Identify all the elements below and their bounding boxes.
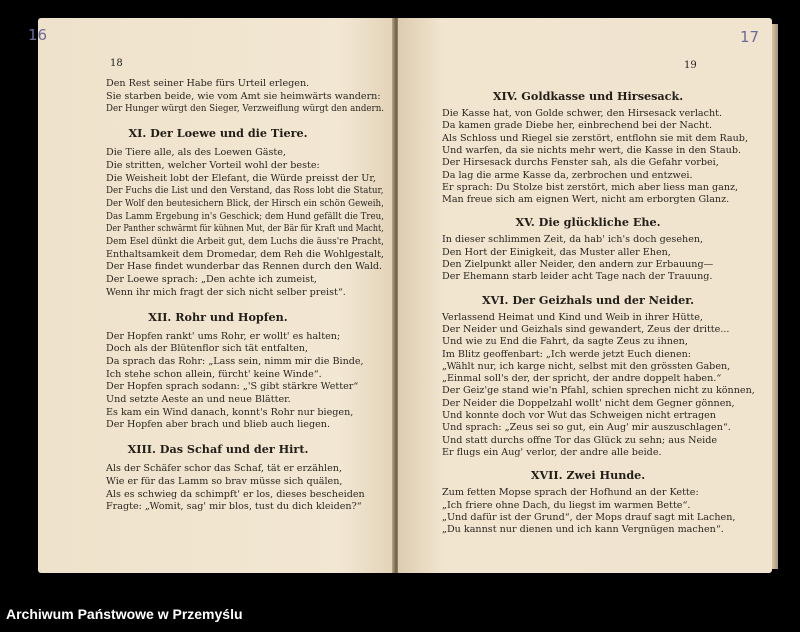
poem-line: Der Hase findet wunderbar das Rennen durch den Wald. (106, 261, 383, 273)
poem-line: Der Wolf den beutesichern Blick, der Hirsch ein schön Geweih, (106, 197, 384, 209)
poem-line: Man freue sich am eignen Wert, nicht am erborgten Glanz. (442, 194, 730, 206)
poem-line: Zum fetten Mopse sprach der Hofhund an der Kette: (442, 487, 699, 499)
poem-line: Da kamen grade Diebe her, einbrechend bei der Nacht. (442, 120, 712, 132)
poem-line: Enthaltsamkeit dem Dromedar, dem Reh die Wohlgestalt, (106, 248, 384, 260)
left-page (28, 18, 394, 573)
poem-title: XVI. Der Geizhals und der Neider. (481, 292, 695, 307)
poem-line: Fragte: „Womit, sag' mir blos, tust du dich kleiden?“ (106, 501, 362, 513)
poem-line: Der Neider und Geizhals sind gewandert, Zeus der dritte... (442, 323, 730, 335)
poem-line: Der Hirsesack durchs Fenster sah, als die Gefahr vorbei, (442, 157, 719, 169)
page-number-right: 19 (684, 60, 697, 71)
poem-line: Und konnte doch vor Wut das Schweigen nicht ertragen (442, 410, 716, 421)
poem-line: Und sprach: „Zeus sei so gut, ein Aug' mir auszuschlagen“. (442, 422, 731, 434)
poem-line: In dieser schlimmen Zeit, da hab' ich's doch gesehen, (442, 234, 704, 246)
archive-number-left: 16 (28, 26, 48, 44)
poem-title: XVII. Zwei Hunde. (530, 468, 646, 483)
poem-line: Den Rest seiner Habe fürs Urteil erlegen. (106, 78, 310, 89)
poem-line: Als Schloss und Riegel sie zerstört, entflohn sie mit dem Raub, (442, 132, 749, 144)
poem-title: XII. Rohr und Hopfen. (148, 309, 288, 324)
poem-line: Die Kasse hat, von Golde schwer, den Hirsesack verlacht. (442, 108, 723, 119)
poem-line: Und wie zu End die Fahrt, da sagte Zeus zu ihnen, (442, 336, 688, 348)
poem-line: Und statt durchs offne Tor das Glück zu sehn; aus Neide (442, 434, 718, 446)
poem-line: Der Geiz'ge stand wie'n Pfahl, schien sprechen nicht zu können, (442, 385, 755, 397)
archive-number-right: 17 (740, 28, 760, 46)
poem-line: Der Panther schwärmt für kühnen Mut, der Bär für Kraft und Macht, (106, 223, 384, 235)
poem-line: Der Hopfen sprach sodann: „'S gibt stärkre Wetter“ (106, 381, 359, 393)
poem-line: Verlassend Heimat und Kind und Weib in ihrer Hütte, (442, 311, 703, 323)
poem-line: Da sprach das Rohr: „Lass sein, nimm mir die Binde, (106, 355, 364, 367)
poem-line: Dem Esel dünkt die Arbeit gut, dem Luchs die äuss're Pracht, (106, 236, 385, 247)
poem-line: Der Hopfen aber brach und blieb auch liegen. (106, 419, 331, 431)
poem-line: Das Lamm Ergebung in's Geschick; dem Hund gefällt die Treu, (106, 210, 385, 222)
poem-line: Die Weisheit lobt der Elefant, die Würde preisst der Ur, (106, 172, 376, 184)
poem-line: Ich stehe schon allein, fürcht' keine Winde“. (106, 368, 322, 380)
page-number-left: 18 (110, 58, 123, 69)
poem-line: Und warfen, da sie nichts mehr wert, die Kasse in den Staub. (442, 144, 742, 156)
poem-line: Er sprach: Du Stolze bist zerstört, mich aber liess man ganz, (442, 181, 739, 193)
poem-line: Der Fuchs die List und den Verstand, das Ross lobt die Statur, (106, 185, 384, 197)
poem-title: XIV. Goldkasse und Hirsesack. (492, 89, 684, 103)
archive-label: Archiwum Państwowe w Przemyślu (6, 606, 243, 622)
poem-line: Doch als der Blütenflor sich tät entfalten, (106, 343, 308, 355)
poem-line: „Und dafür ist der Grund“, der Mops drauf sagt mit Lachen, (442, 511, 736, 523)
poem-line: Als der Schäfer schor das Schaf, tät er erzählen, (106, 463, 342, 475)
poem-line: Es kam ein Wind danach, konnt's Rohr nur biegen, (106, 406, 354, 418)
poem-line: „Ich friere ohne Dach, du liegst im warmen Bette“. (442, 499, 691, 511)
poem-line: Der Neider die Doppelzahl wollt' nicht dem Gegner gönnen, (442, 397, 735, 409)
poem-line: Der Loewe sprach: „Den achte ich zumeist, (106, 274, 317, 286)
poem-line: „Einmal soll's der, der spricht, der andre doppelt haben.“ (442, 373, 722, 385)
poem-line: Im Blitz geoffenbart: „Ich werde jetzt Euch dienen: (442, 348, 692, 360)
poem-line: Wenn ihr mich fragt der sich nicht selber preist“. (106, 286, 346, 298)
archive-footer (0, 596, 800, 632)
poem-line: Wie er für das Lamm so brav müsse sich quälen, (106, 475, 343, 487)
poem-line: Der Hunger würgt den Sieger, Verzweiflung würgt den andern. (106, 103, 385, 115)
poem-line: „Du kannst nur dienen und ich kann Vergnügen machen“. (442, 524, 724, 536)
poem-title: XI. Der Loewe und die Tiere. (128, 126, 308, 141)
poem-line: Der Ehemann starb leider acht Tage nach der Trauung. (442, 271, 713, 283)
right-page (398, 18, 772, 573)
poem-line: Er flugs ein Aug' verlor, der andre alle beide. (442, 446, 662, 458)
poem-line: „Wählt nur, ich karge nicht, selbst mit den grössten Gaben, (442, 360, 731, 372)
poem-line: Den Zielpunkt aller Neider, den andern zur Erbauung— (442, 259, 714, 270)
poem-line: Als es schwieg da schimpft' er los, dieses bescheiden (106, 488, 365, 500)
page-edge (772, 24, 778, 569)
poem-line: Die Tiere alle, als des Loewen Gäste, (106, 147, 286, 159)
poem-title: XIII. Das Schaf und der Hirt. (127, 442, 309, 457)
poem-title: XV. Die glückliche Ehe. (515, 215, 661, 230)
poem-line: Der Hopfen rankt' ums Rohr, er wollt' es halten; (106, 330, 341, 342)
poem-line: Und setzte Aeste an und neue Blätter. (106, 394, 291, 405)
poem-line: Sie starben beide, wie vom Amt sie heimwärts wandern: (106, 90, 381, 102)
poem-line: Da lag die arme Kasse da, zerbrochen und entzwei. (442, 169, 693, 181)
poem-line: Die stritten, welcher Vorteil wohl der beste: (106, 159, 320, 171)
poem-line: Den Hort der Einigkeit, das Muster aller Ehen, (442, 246, 671, 258)
